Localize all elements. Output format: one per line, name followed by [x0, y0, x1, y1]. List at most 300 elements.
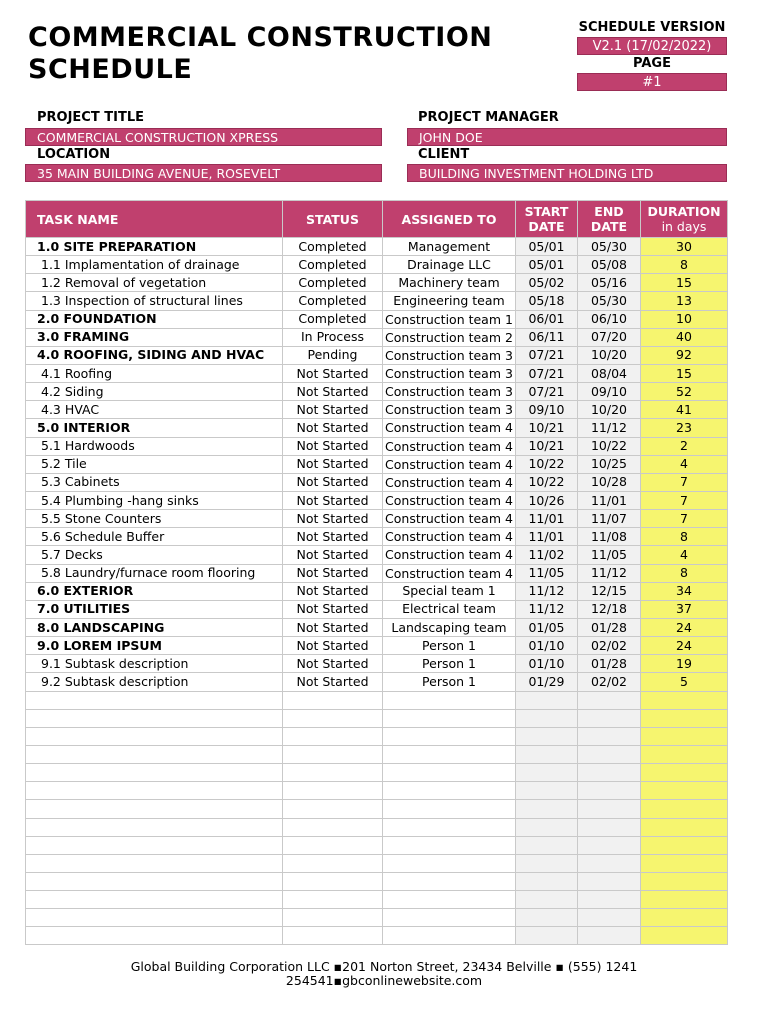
end-date-cell[interactable]: 05/16 — [578, 274, 641, 292]
assigned-to-cell[interactable] — [383, 364, 516, 382]
assigned-to-cell[interactable] — [383, 764, 516, 782]
assigned-to-cell[interactable] — [383, 727, 516, 745]
status-cell[interactable] — [283, 727, 383, 745]
table-row — [26, 637, 728, 655]
column-header-task: TASK NAME — [26, 201, 283, 238]
status-cell[interactable] — [283, 709, 383, 727]
client-label: CLIENT — [418, 147, 470, 162]
start-date-cell[interactable]: 11/02 — [516, 546, 578, 564]
end-date-cell[interactable]: 02/02 — [578, 637, 641, 655]
assigned-to-cell[interactable] — [383, 528, 516, 546]
start-date-cell[interactable]: 01/10 — [516, 655, 578, 673]
status-cell[interactable]: Not Started — [283, 437, 383, 455]
duration-cell[interactable]: 40 — [641, 328, 728, 346]
status-cell[interactable] — [283, 818, 383, 836]
table-row — [26, 546, 728, 564]
project-manager-field[interactable]: JOHN DOE — [407, 128, 727, 146]
table-row — [26, 891, 728, 909]
start-date-cell[interactable]: 10/22 — [516, 473, 578, 491]
status-cell[interactable]: Not Started — [283, 455, 383, 473]
status-cell[interactable] — [283, 836, 383, 854]
task-name-cell[interactable] — [26, 891, 283, 909]
title-line-1: COMMERCIAL CONSTRUCTION — [28, 22, 493, 53]
start-date-cell[interactable] — [516, 727, 578, 745]
task-name-cell[interactable] — [26, 872, 283, 890]
title-line-2: SCHEDULE — [28, 54, 193, 85]
page-label: PAGE — [633, 56, 671, 71]
end-date-cell[interactable]: 10/20 — [578, 401, 641, 419]
task-name-cell[interactable]: 5.0 INTERIOR — [26, 419, 283, 437]
duration-cell[interactable]: 8 — [641, 564, 728, 582]
task-name-cell[interactable]: 5.6 Schedule Buffer — [26, 528, 283, 546]
task-name-cell[interactable]: 5.7 Decks — [26, 546, 283, 564]
assigned-to-cell[interactable] — [383, 891, 516, 909]
table-row — [26, 383, 728, 401]
start-date-cell[interactable] — [516, 854, 578, 872]
assigned-to-cell[interactable] — [383, 818, 516, 836]
assigned-to-cell[interactable] — [383, 383, 516, 401]
end-date-cell[interactable] — [578, 891, 641, 909]
duration-cell[interactable]: 34 — [641, 582, 728, 600]
duration-cell[interactable]: 4 — [641, 455, 728, 473]
task-name-cell[interactable]: 4.2 Siding — [26, 383, 283, 401]
duration-cell[interactable]: 8 — [641, 256, 728, 274]
duration-cell[interactable] — [641, 836, 728, 854]
start-date-cell[interactable]: 06/01 — [516, 310, 578, 328]
table-row — [26, 745, 728, 763]
end-date-cell[interactable]: 11/12 — [578, 564, 641, 582]
status-cell[interactable]: Not Started — [283, 364, 383, 382]
assigned-to-text: Construction team 4 — [385, 474, 513, 490]
duration-cell[interactable]: 5 — [641, 673, 728, 691]
start-date-cell[interactable] — [516, 891, 578, 909]
table-row — [26, 582, 728, 600]
task-name-cell[interactable]: 2.0 FOUNDATION — [26, 310, 283, 328]
end-date-cell[interactable]: 12/18 — [578, 600, 641, 618]
duration-cell[interactable]: 15 — [641, 274, 728, 292]
status-cell[interactable]: Completed — [283, 310, 383, 328]
status-cell[interactable]: Not Started — [283, 582, 383, 600]
duration-cell[interactable] — [641, 800, 728, 818]
task-name-cell[interactable]: 6.0 EXTERIOR — [26, 582, 283, 600]
assigned-to-cell[interactable] — [383, 800, 516, 818]
duration-cell[interactable]: 8 — [641, 528, 728, 546]
duration-cell[interactable] — [641, 745, 728, 763]
start-date-cell[interactable] — [516, 782, 578, 800]
assigned-to-cell[interactable] — [383, 546, 516, 564]
task-name-cell[interactable] — [26, 764, 283, 782]
column-header-start-line2: DATE — [528, 219, 565, 234]
start-date-cell[interactable] — [516, 927, 578, 945]
assigned-to-cell[interactable]: Person 1 — [383, 637, 516, 655]
duration-cell[interactable] — [641, 818, 728, 836]
status-cell[interactable]: Not Started — [283, 491, 383, 509]
assigned-to-cell[interactable] — [383, 909, 516, 927]
start-date-cell[interactable] — [516, 709, 578, 727]
status-cell[interactable]: In Process — [283, 328, 383, 346]
start-date-cell[interactable]: 01/29 — [516, 673, 578, 691]
start-date-cell[interactable] — [516, 800, 578, 818]
assigned-to-cell[interactable]: Drainage LLC — [383, 256, 516, 274]
status-cell[interactable]: Not Started — [283, 637, 383, 655]
end-date-cell[interactable] — [578, 764, 641, 782]
status-cell[interactable]: Not Started — [283, 655, 383, 673]
status-cell[interactable]: Not Started — [283, 401, 383, 419]
schedule-version-label: SCHEDULE VERSION — [578, 20, 726, 35]
duration-cell[interactable]: 13 — [641, 292, 728, 310]
task-name-cell[interactable]: 1.2 Removal of vegetation — [26, 274, 283, 292]
assigned-to-text: Construction team 4 — [385, 511, 513, 527]
location-field[interactable]: 35 MAIN BUILDING AVENUE, ROSEVELT — [25, 164, 382, 182]
column-header-assigned: ASSIGNED TO — [383, 201, 516, 238]
duration-cell[interactable]: 23 — [641, 419, 728, 437]
status-cell[interactable]: Not Started — [283, 473, 383, 491]
duration-cell[interactable]: 7 — [641, 510, 728, 528]
assigned-to-cell[interactable]: Engineering team — [383, 292, 516, 310]
end-date-cell[interactable] — [578, 872, 641, 890]
duration-cell[interactable] — [641, 764, 728, 782]
status-cell[interactable] — [283, 691, 383, 709]
status-cell[interactable]: Not Started — [283, 383, 383, 401]
assigned-to-cell[interactable] — [383, 927, 516, 945]
end-date-cell[interactable]: 10/25 — [578, 455, 641, 473]
duration-cell[interactable]: 19 — [641, 655, 728, 673]
task-name-cell[interactable] — [26, 727, 283, 745]
task-name-cell[interactable] — [26, 782, 283, 800]
task-name-cell[interactable]: 9.2 Subtask description — [26, 673, 283, 691]
table-row — [26, 709, 728, 727]
start-date-cell[interactable]: 07/21 — [516, 383, 578, 401]
end-date-cell[interactable]: 05/30 — [578, 238, 641, 256]
status-cell[interactable] — [283, 909, 383, 927]
column-header-end — [578, 201, 641, 238]
end-date-cell[interactable] — [578, 909, 641, 927]
end-date-cell[interactable] — [578, 745, 641, 763]
assigned-to-cell[interactable]: Machinery team — [383, 274, 516, 292]
assigned-to-cell[interactable] — [383, 691, 516, 709]
start-date-cell[interactable] — [516, 909, 578, 927]
table-row — [26, 328, 728, 346]
assigned-to-cell[interactable] — [383, 854, 516, 872]
end-date-cell[interactable] — [578, 818, 641, 836]
table-row — [26, 818, 728, 836]
start-date-cell[interactable]: 11/12 — [516, 582, 578, 600]
end-date-cell[interactable]: 11/12 — [578, 419, 641, 437]
assigned-to-text: Construction team 4 — [385, 456, 513, 472]
start-date-cell[interactable] — [516, 872, 578, 890]
status-cell[interactable] — [283, 854, 383, 872]
assigned-to-cell[interactable] — [383, 782, 516, 800]
task-name-cell[interactable] — [26, 691, 283, 709]
status-cell[interactable]: Completed — [283, 256, 383, 274]
assigned-to-cell[interactable] — [383, 310, 516, 328]
end-date-cell[interactable]: 08/04 — [578, 364, 641, 382]
assigned-to-cell[interactable] — [383, 510, 516, 528]
table-row — [26, 727, 728, 745]
document-title — [28, 22, 492, 86]
duration-cell[interactable]: 92 — [641, 346, 728, 364]
start-date-cell[interactable]: 11/01 — [516, 510, 578, 528]
start-date-cell[interactable] — [516, 836, 578, 854]
status-cell[interactable]: Not Started — [283, 419, 383, 437]
task-name-cell[interactable]: 3.0 FRAMING — [26, 328, 283, 346]
assigned-to-cell[interactable] — [383, 491, 516, 509]
column-header-duration — [641, 201, 728, 238]
assigned-to-cell[interactable] — [383, 437, 516, 455]
status-cell[interactable] — [283, 891, 383, 909]
assigned-to-cell[interactable] — [383, 709, 516, 727]
start-date-cell[interactable]: 06/11 — [516, 328, 578, 346]
duration-cell[interactable]: 41 — [641, 401, 728, 419]
column-header-end-line2: DATE — [590, 219, 628, 234]
column-header-start-line1: START — [524, 204, 569, 219]
table-row — [26, 455, 728, 473]
duration-cell[interactable] — [641, 727, 728, 745]
task-name-cell[interactable]: 4.3 HVAC — [26, 401, 283, 419]
assigned-to-cell[interactable]: Electrical team — [383, 600, 516, 618]
duration-cell[interactable] — [641, 691, 728, 709]
task-name-cell[interactable] — [26, 909, 283, 927]
table-row — [26, 528, 728, 546]
table-row — [26, 292, 728, 310]
assigned-to-cell[interactable] — [383, 346, 516, 364]
end-date-cell[interactable]: 10/22 — [578, 437, 641, 455]
client-field[interactable]: BUILDING INVESTMENT HOLDING LTD — [407, 164, 727, 182]
assigned-to-cell[interactable]: Person 1 — [383, 655, 516, 673]
footer — [0, 960, 768, 988]
status-cell[interactable]: Not Started — [283, 528, 383, 546]
status-cell[interactable]: Completed — [283, 292, 383, 310]
end-date-cell[interactable]: 11/08 — [578, 528, 641, 546]
duration-cell[interactable]: 30 — [641, 238, 728, 256]
end-date-cell[interactable] — [578, 709, 641, 727]
assigned-to-cell[interactable] — [383, 836, 516, 854]
assigned-to-cell[interactable]: Person 1 — [383, 673, 516, 691]
duration-cell[interactable]: 7 — [641, 491, 728, 509]
task-name-cell[interactable] — [26, 927, 283, 945]
table-row — [26, 764, 728, 782]
end-date-cell[interactable]: 07/20 — [578, 328, 641, 346]
start-date-cell[interactable] — [516, 764, 578, 782]
table-row — [26, 274, 728, 292]
assigned-to-cell[interactable] — [383, 564, 516, 582]
duration-cell[interactable] — [641, 854, 728, 872]
task-name-cell[interactable]: 7.0 UTILITIES — [26, 600, 283, 618]
task-name-cell[interactable]: 5.5 Stone Counters — [26, 510, 283, 528]
task-name-cell[interactable]: 5.3 Cabinets — [26, 473, 283, 491]
table-row — [26, 419, 728, 437]
project-title-label: PROJECT TITLE — [37, 110, 144, 125]
duration-cell[interactable]: 24 — [641, 637, 728, 655]
status-cell[interactable] — [283, 927, 383, 945]
duration-cell[interactable] — [641, 927, 728, 945]
assigned-to-cell[interactable] — [383, 745, 516, 763]
task-name-cell[interactable]: 5.2 Tile — [26, 455, 283, 473]
start-date-cell[interactable]: 10/21 — [516, 419, 578, 437]
page-number-field[interactable]: #1 — [577, 73, 727, 91]
assigned-to-cell[interactable] — [383, 872, 516, 890]
start-date-cell[interactable]: 05/02 — [516, 274, 578, 292]
assigned-to-cell[interactable]: Management — [383, 238, 516, 256]
duration-cell[interactable]: 7 — [641, 473, 728, 491]
start-date-cell[interactable]: 01/10 — [516, 637, 578, 655]
status-cell[interactable]: Not Started — [283, 600, 383, 618]
table-row — [26, 256, 728, 274]
assigned-to-text: Construction team 4 — [385, 493, 513, 509]
task-name-cell[interactable] — [26, 854, 283, 872]
status-cell[interactable] — [283, 872, 383, 890]
duration-cell[interactable]: 52 — [641, 383, 728, 401]
status-cell[interactable]: Not Started — [283, 564, 383, 582]
duration-cell[interactable] — [641, 872, 728, 890]
start-date-cell[interactable]: 11/01 — [516, 528, 578, 546]
table-row — [26, 655, 728, 673]
duration-cell[interactable]: 4 — [641, 546, 728, 564]
start-date-cell[interactable] — [516, 818, 578, 836]
end-date-cell[interactable]: 11/05 — [578, 546, 641, 564]
assigned-to-text: Construction team 3 — [385, 384, 513, 400]
table-row — [26, 673, 728, 691]
task-name-cell[interactable] — [26, 818, 283, 836]
task-name-cell[interactable]: 5.8 Laundry/furnace room flooring — [26, 564, 283, 582]
status-cell[interactable] — [283, 800, 383, 818]
task-name-cell[interactable]: 5.4 Plumbing -hang sinks — [26, 491, 283, 509]
column-header-duration-line1: DURATION — [647, 204, 721, 219]
end-date-cell[interactable]: 11/07 — [578, 510, 641, 528]
assigned-to-cell[interactable] — [383, 328, 516, 346]
status-cell[interactable]: Completed — [283, 274, 383, 292]
end-date-cell[interactable]: 05/30 — [578, 292, 641, 310]
status-cell[interactable]: Not Started — [283, 673, 383, 691]
table-row — [26, 872, 728, 890]
duration-cell[interactable] — [641, 782, 728, 800]
start-date-cell[interactable] — [516, 745, 578, 763]
start-date-cell[interactable] — [516, 691, 578, 709]
start-date-cell[interactable]: 11/05 — [516, 564, 578, 582]
task-name-cell[interactable]: 5.1 Hardwoods — [26, 437, 283, 455]
start-date-cell[interactable]: 05/01 — [516, 256, 578, 274]
start-date-cell[interactable]: 10/22 — [516, 455, 578, 473]
assigned-to-cell[interactable]: Special team 1 — [383, 582, 516, 600]
task-name-cell[interactable]: 4.1 Roofing — [26, 364, 283, 382]
end-date-cell[interactable]: 01/28 — [578, 618, 641, 636]
status-cell[interactable]: Completed — [283, 238, 383, 256]
assigned-to-text: Construction team 4 — [385, 565, 513, 581]
task-name-cell[interactable]: 9.0 LOREM IPSUM — [26, 637, 283, 655]
status-cell[interactable]: Not Started — [283, 510, 383, 528]
end-date-cell[interactable] — [578, 782, 641, 800]
footer-line-1: Global Building Corporation LLC ▪201 Norton Street, 23434 Belville ▪ (555) 1241 — [130, 959, 638, 974]
end-date-cell[interactable]: 06/10 — [578, 310, 641, 328]
duration-cell[interactable]: 10 — [641, 310, 728, 328]
start-date-cell[interactable]: 10/21 — [516, 437, 578, 455]
assigned-to-cell[interactable]: Landscaping team — [383, 618, 516, 636]
status-cell[interactable] — [283, 782, 383, 800]
project-title-field[interactable]: COMMERCIAL CONSTRUCTION XPRESS — [25, 128, 382, 146]
end-date-cell[interactable] — [578, 836, 641, 854]
end-date-cell[interactable]: 01/28 — [578, 655, 641, 673]
end-date-cell[interactable] — [578, 691, 641, 709]
end-date-cell[interactable] — [578, 800, 641, 818]
table-header-row — [26, 201, 728, 238]
assigned-to-cell[interactable] — [383, 401, 516, 419]
task-name-cell[interactable]: 9.1 Subtask description — [26, 655, 283, 673]
assigned-to-text: Construction team 3 — [385, 402, 513, 418]
end-date-cell[interactable] — [578, 727, 641, 745]
end-date-cell[interactable]: 09/10 — [578, 383, 641, 401]
duration-cell[interactable] — [641, 709, 728, 727]
schedule-version-field[interactable]: V2.1 (17/02/2022) — [577, 37, 727, 55]
end-date-cell[interactable]: 11/01 — [578, 491, 641, 509]
status-cell[interactable] — [283, 745, 383, 763]
task-name-cell[interactable]: 1.3 Inspection of structural lines — [26, 292, 283, 310]
start-date-cell[interactable]: 01/05 — [516, 618, 578, 636]
duration-cell[interactable]: 24 — [641, 618, 728, 636]
duration-cell[interactable] — [641, 891, 728, 909]
table-row — [26, 618, 728, 636]
assigned-to-text: Construction team 4 — [385, 529, 513, 545]
duration-cell[interactable]: 37 — [641, 600, 728, 618]
assigned-to-cell[interactable] — [383, 419, 516, 437]
end-date-cell[interactable]: 10/20 — [578, 346, 641, 364]
assigned-to-cell[interactable] — [383, 473, 516, 491]
end-date-cell[interactable]: 12/15 — [578, 582, 641, 600]
table-row — [26, 909, 728, 927]
column-header-status: STATUS — [283, 201, 383, 238]
start-date-cell[interactable]: 11/12 — [516, 600, 578, 618]
duration-cell[interactable]: 15 — [641, 364, 728, 382]
status-cell[interactable] — [283, 764, 383, 782]
task-name-cell[interactable]: 1.1 Implamentation of drainage — [26, 256, 283, 274]
end-date-cell[interactable] — [578, 854, 641, 872]
task-name-cell[interactable] — [26, 836, 283, 854]
table-row — [26, 437, 728, 455]
task-name-cell[interactable] — [26, 709, 283, 727]
task-name-cell[interactable] — [26, 800, 283, 818]
duration-cell[interactable] — [641, 909, 728, 927]
assigned-to-text: Construction team 3 — [385, 366, 513, 382]
schedule-table — [25, 200, 728, 945]
start-date-cell[interactable]: 07/21 — [516, 364, 578, 382]
status-cell[interactable]: Not Started — [283, 618, 383, 636]
assigned-to-text: Construction team 2 — [385, 329, 513, 345]
table-row — [26, 836, 728, 854]
end-date-cell[interactable]: 02/02 — [578, 673, 641, 691]
start-date-cell[interactable]: 05/01 — [516, 238, 578, 256]
assigned-to-text: Construction team 4 — [385, 438, 513, 454]
start-date-cell[interactable]: 09/10 — [516, 401, 578, 419]
table-row — [26, 854, 728, 872]
table-row — [26, 600, 728, 618]
start-date-cell[interactable]: 07/21 — [516, 346, 578, 364]
start-date-cell[interactable]: 10/26 — [516, 491, 578, 509]
location-label: LOCATION — [37, 147, 111, 162]
task-name-cell[interactable] — [26, 745, 283, 763]
end-date-cell[interactable]: 05/08 — [578, 256, 641, 274]
task-name-cell[interactable]: 8.0 LANDSCAPING — [26, 618, 283, 636]
status-cell[interactable]: Pending — [283, 346, 383, 364]
status-cell[interactable]: Not Started — [283, 546, 383, 564]
end-date-cell[interactable]: 10/28 — [578, 473, 641, 491]
end-date-cell[interactable] — [578, 927, 641, 945]
assigned-to-cell[interactable] — [383, 455, 516, 473]
task-name-cell[interactable]: 1.0 SITE PREPARATION — [26, 238, 283, 256]
table-row — [26, 473, 728, 491]
column-header-end-line1: END — [594, 204, 624, 219]
task-name-cell[interactable]: 4.0 ROOFING, SIDING AND HVAC — [26, 346, 283, 364]
duration-cell[interactable]: 2 — [641, 437, 728, 455]
start-date-cell[interactable]: 05/18 — [516, 292, 578, 310]
